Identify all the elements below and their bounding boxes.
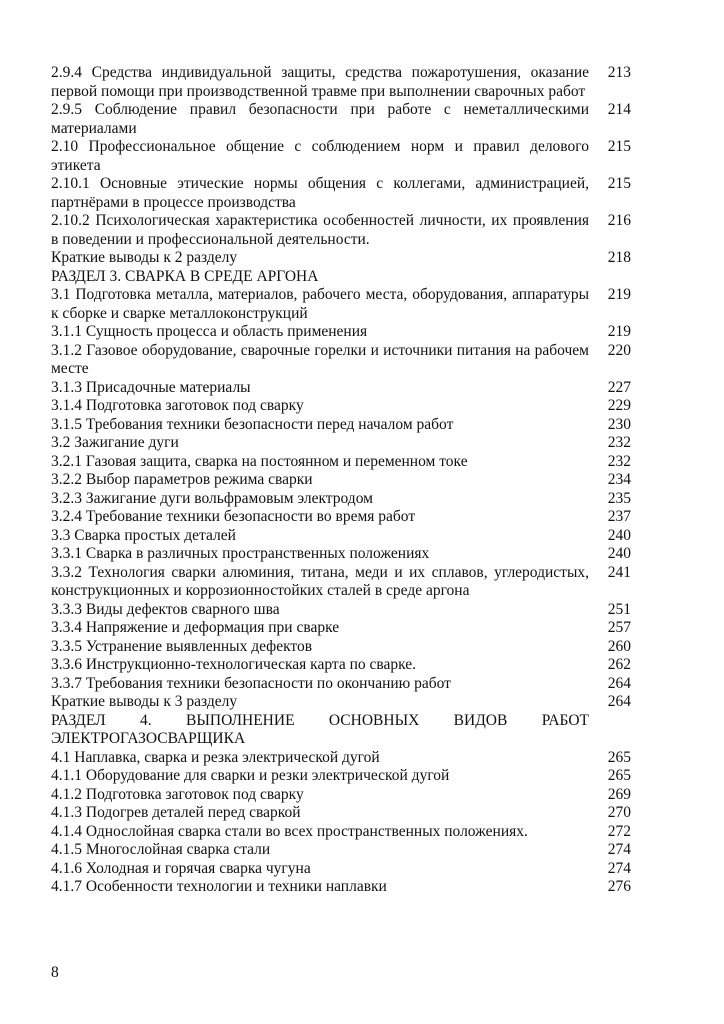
toc-entry-page: 232 — [607, 452, 631, 470]
toc-entry — [51, 823, 631, 842]
toc-entry — [51, 545, 631, 564]
toc-entry-title: 2.10.1 Основные этические нормы общения с коллегами, администрацией, партнёрами в процессе производства — [51, 175, 589, 211]
toc-entry-page: 257 — [607, 619, 631, 636]
toc-entry-title: 3.2.3 Зажигание дуги вольфрамовым электродом — [51, 489, 373, 507]
toc-entry-title: 3.2 Зажигание дуги — [51, 434, 179, 451]
toc-entry — [51, 175, 631, 212]
toc-entry-page: 235 — [607, 489, 631, 507]
toc-entry-title: 4.1.7 Особенности технологии и техники наплавки — [51, 878, 387, 895]
toc-entry — [51, 638, 631, 657]
toc-entry — [51, 379, 631, 398]
toc-entry — [51, 508, 631, 527]
toc-entry-page: 240 — [607, 526, 631, 544]
toc-entry-title: 3.1.5 Требования техники безопасности перед началом работ — [51, 415, 454, 433]
toc-entry-page: 215 — [607, 138, 631, 155]
toc-entry-title: 3.1.4 Подготовка заготовок под сварку — [51, 397, 304, 414]
toc-entry — [51, 416, 631, 435]
toc-entry — [51, 286, 631, 323]
toc-entry-title: 2.10 Профессиональное общение с соблюдением норм и правил делового этикета — [51, 138, 589, 174]
toc-entry-page: 262 — [607, 656, 631, 673]
toc-entry-page: 264 — [607, 693, 631, 710]
toc-entry — [51, 675, 631, 694]
toc-entry-title: 3.2.2 Выбор параметров режима сварки — [51, 471, 313, 488]
toc-entry-title: 3.2.1 Газовая защита, сварка на постоянном и переменном токе — [51, 452, 468, 470]
toc-entry-title: РАЗДЕЛ 3. СВАРКА В СРЕДЕ АРГОНА — [51, 267, 319, 285]
toc-entry-title: 2.9.5 Соблюдение правил безопасности при работе с неметаллическими материалами — [51, 101, 589, 137]
toc-entry-title: 4.1 Наплавка, сварка и резка электрической дугой — [51, 748, 380, 766]
toc-entry-page: 260 — [607, 637, 631, 655]
toc-entry — [51, 138, 631, 175]
toc-entry-page: 232 — [607, 434, 631, 451]
toc-entry-page: 264 — [607, 674, 631, 692]
toc-entry — [51, 490, 631, 509]
toc-entry-title: 2.9.4 Средства индивидуальной защиты, средства пожаротушения, оказание первой помощи при производственной травме при выполнении сварочных работ — [51, 64, 589, 100]
toc-entry — [51, 101, 631, 138]
toc-entry — [51, 397, 631, 416]
toc-entry-page: 237 — [607, 508, 631, 525]
toc-entry-title: 3.3 Сварка простых деталей — [51, 526, 236, 544]
toc-entry-title: 4.1.4 Однослойная сварка стали во всех пространственных положениях. — [51, 822, 528, 840]
toc-entry-title: 3.1.3 Присадочные материалы — [51, 378, 251, 396]
toc-entry — [51, 619, 631, 638]
toc-entry-title: 3.1.1 Сущность процесса и область применения — [51, 323, 368, 340]
toc-entry-title: 3.1 Подготовка металла, материалов, рабочего места, оборудования, аппаратуры к сборке и сварке металлоконструкций — [51, 286, 589, 322]
toc-entry-page: 276 — [607, 878, 631, 895]
toc-entry-title: 3.3.4 Напряжение и деформация при сварке — [51, 619, 340, 636]
toc-entry — [51, 564, 631, 601]
toc-entry-title: 3.3.3 Виды дефектов сварного шва — [51, 600, 280, 618]
toc-entry — [51, 453, 631, 472]
page-number: 8 — [51, 964, 59, 981]
toc-entry-title: 3.3.2 Технология сварки алюминия, титана, меди и их сплавов, углеродистых, конструкционных и коррозионностойких сталей в среде аргона — [51, 563, 589, 599]
toc-entry — [51, 268, 631, 287]
toc-entry — [51, 712, 631, 749]
toc-entry — [51, 860, 631, 879]
table-of-contents — [51, 64, 631, 897]
toc-entry-title: 3.3.7 Требования техники безопасности по окончанию работ — [51, 674, 451, 692]
toc-entry-page: 216 — [607, 212, 631, 229]
toc-entry-page: 270 — [607, 804, 631, 821]
toc-entry-page: 227 — [607, 378, 631, 396]
toc-entry-title: 3.3.5 Устранение выявленных дефектов — [51, 637, 313, 655]
toc-entry — [51, 471, 631, 490]
toc-entry — [51, 693, 631, 712]
toc-entry-title: 3.3.6 Инструкционно-технологическая карта по сварке. — [51, 656, 417, 673]
toc-entry — [51, 601, 631, 620]
toc-entry-page: 240 — [607, 545, 631, 562]
toc-entry — [51, 841, 631, 860]
toc-entry-page: 215 — [607, 175, 631, 192]
toc-entry — [51, 804, 631, 823]
toc-entry-page: 229 — [607, 397, 631, 414]
toc-entry-page: 214 — [607, 101, 631, 118]
toc-entry-page: 251 — [607, 600, 631, 618]
toc-entry-page: 234 — [607, 471, 631, 488]
toc-entry-title: 2.10.2 Психологическая характеристика особенностей личности, их проявления в поведении и профессиональной деятельности. — [51, 212, 589, 248]
toc-entry — [51, 749, 631, 768]
toc-entry — [51, 527, 631, 546]
toc-entry-page: 274 — [607, 859, 631, 877]
toc-entry-page: 218 — [607, 249, 631, 266]
toc-entry-page: 219 — [607, 323, 631, 340]
toc-entry-title: 4.1.6 Холодная и горячая сварка чугуна — [51, 859, 311, 877]
toc-entry-title: Краткие выводы к 2 разделу — [51, 249, 238, 266]
toc-entry-page: 230 — [607, 415, 631, 433]
toc-entry-page: 265 — [607, 748, 631, 766]
toc-entry-title: Краткие выводы к 3 разделу — [51, 693, 238, 710]
toc-entry — [51, 786, 631, 805]
toc-entry — [51, 767, 631, 786]
toc-entry-page: 269 — [607, 785, 631, 803]
toc-entry-page: 213 — [607, 64, 631, 81]
toc-entry-title: 4.1.1 Оборудование для сварки и резки электрической дугой — [51, 767, 450, 784]
toc-entry-page: 265 — [607, 767, 631, 784]
toc-entry-page: 272 — [607, 822, 631, 840]
toc-entry-page: 220 — [607, 341, 631, 359]
toc-entry-title: 4.1.5 Многослойная сварка стали — [51, 841, 271, 858]
toc-entry-title: 4.1.3 Подогрев деталей перед сваркой — [51, 804, 301, 821]
toc-entry — [51, 212, 631, 249]
toc-entry-title: 4.1.2 Подготовка заготовок под сварку — [51, 785, 304, 803]
toc-entry-page: 241 — [607, 563, 631, 581]
toc-entry — [51, 249, 631, 268]
toc-entry — [51, 878, 631, 897]
toc-entry — [51, 342, 631, 379]
toc-entry-title: 3.2.4 Требование техники безопасности во время работ — [51, 508, 416, 525]
toc-entry — [51, 656, 631, 675]
toc-entry — [51, 64, 631, 101]
toc-entry-title: 3.1.2 Газовое оборудование, сварочные горелки и источники питания на рабочем месте — [51, 341, 589, 377]
toc-entry-page: 219 — [607, 286, 631, 303]
toc-entry-title: РАЗДЕЛ 4. ВЫПОЛНЕНИЕ ОСНОВНЫХ ВИДОВ РАБОТ ЭЛЕКТРОГАЗОСВАРЩИКА — [51, 711, 589, 747]
toc-entry — [51, 323, 631, 342]
toc-entry — [51, 434, 631, 453]
toc-entry-title: 3.3.1 Сварка в различных пространственных положениях — [51, 545, 430, 562]
toc-entry-page: 274 — [607, 841, 631, 858]
